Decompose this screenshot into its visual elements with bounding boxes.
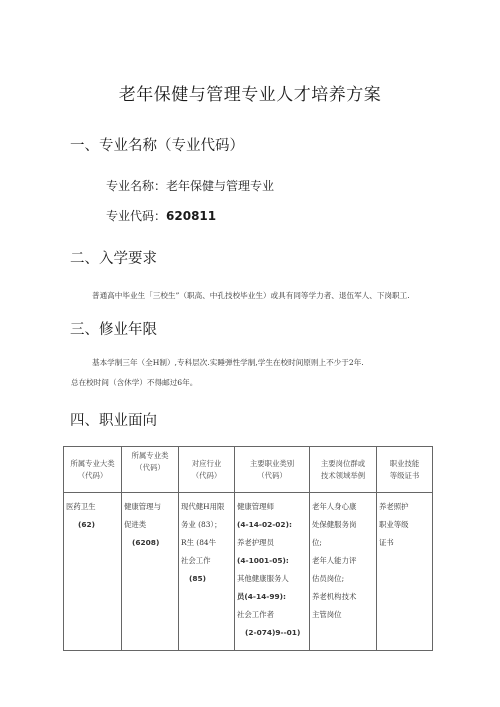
section-heading-career: 四、职业面向	[70, 413, 157, 429]
career-table-row	[64, 493, 433, 651]
header-major-class: 所属专业类 （代码）	[122, 447, 179, 493]
cell-positions: 老年人身心康 处保健服务岗 位; 老年人能力评 估员岗位; 养老机构技术 主管岗位	[310, 493, 377, 651]
header-certificate: 职业技能 等级证书	[377, 447, 433, 493]
cell-major-class: 健康管理与 促进类 (6208)	[122, 493, 179, 651]
section-heading-admission: 二、入学要求	[70, 251, 157, 267]
duration-text-line2: 总在校时间（含休学）不得邮过6年。	[71, 378, 198, 387]
major-name-value: 老年保健与管理专业	[166, 179, 275, 193]
major-code-line	[106, 207, 216, 224]
header-occupation: 主要职业类别 （代码）	[235, 447, 310, 493]
header-major-category: 所属专业大类 （代码）	[64, 447, 122, 493]
major-name-line	[106, 177, 274, 194]
header-industry: 对应行业 （代码）	[179, 447, 235, 493]
document-title: 老年保健与管理专业人才培养方案	[118, 85, 382, 105]
admission-text: 普通高中毕业生「三校生”（职高、中孔技校毕业生）或具有同等学力者、退伍军人、下岗职工.	[92, 291, 410, 300]
cell-major-category: 医药卫生 (62)	[64, 493, 122, 651]
major-code-label: 专业代码：	[106, 209, 167, 223]
cell-industry: 现代健H用限 务业 (83）； R生 (84牛 社会工作 (85)	[179, 493, 235, 651]
career-table	[63, 446, 433, 651]
section-heading-major: 一、专业名称（专业代码）	[70, 138, 244, 154]
section-heading-duration: 三、修业年限	[70, 322, 157, 338]
career-table-header-row	[64, 447, 433, 493]
major-code-value: 620811	[166, 209, 217, 223]
header-positions: 主要岗位群或 技术领域举例	[310, 447, 377, 493]
cell-certificate: 养老照护 职业等级 证书	[377, 493, 433, 651]
cell-occupation: 健康管理师 (4-14-02-02): 养老护理员 (4-1001-05): 其他健康服务人 员(4-14-99): 社会工作者 (2-074)9--01)	[235, 493, 310, 651]
duration-text-line1: 基本学制三年（全H制）,专科层次.实睡弹性学制,学生在校时间原则上不少于2年.	[92, 358, 364, 367]
major-name-label: 专业名称：	[106, 179, 167, 193]
